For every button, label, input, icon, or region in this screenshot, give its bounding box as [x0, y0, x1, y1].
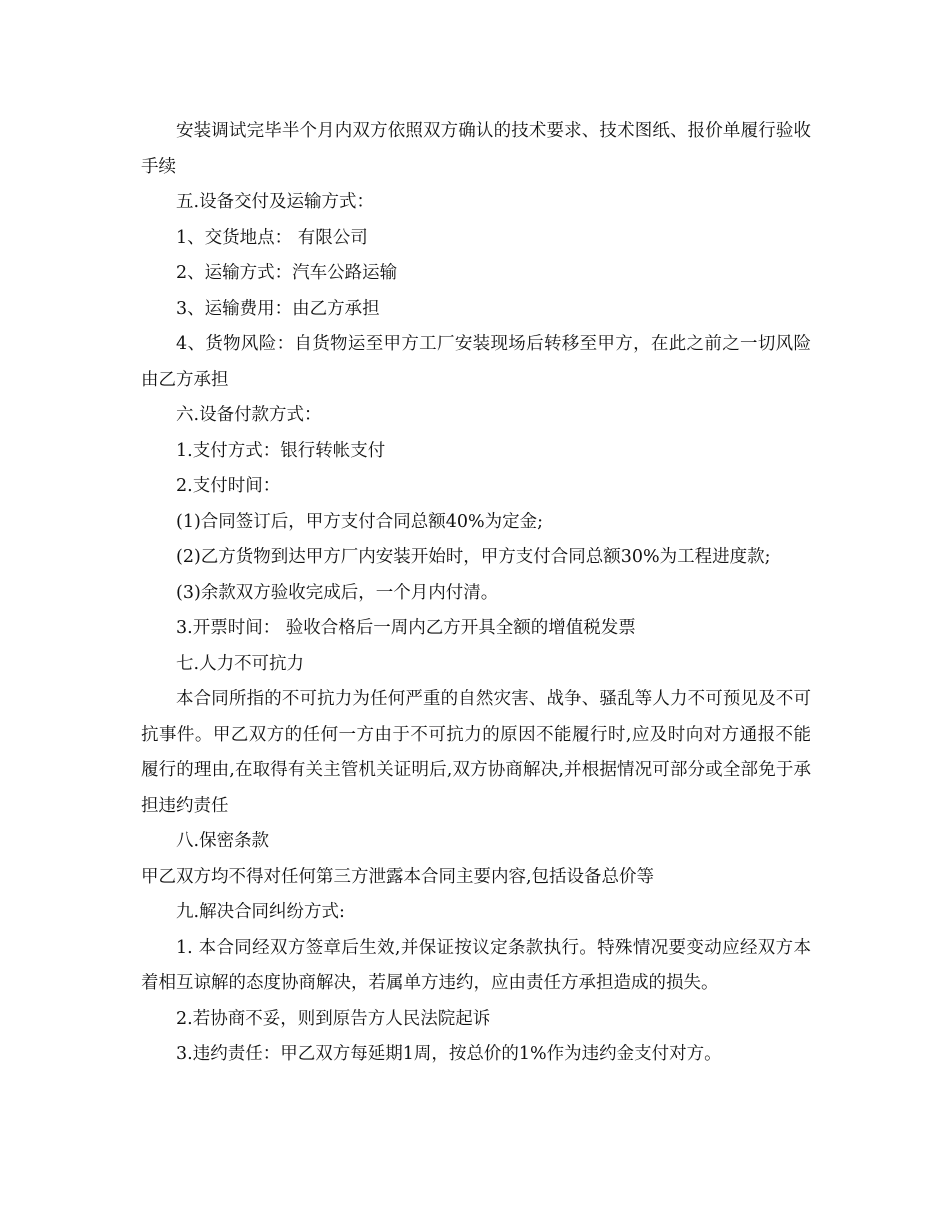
list-item-litigation: 2.若协商不妥，则到原告方人民法院起诉	[176, 1008, 491, 1029]
section-heading-disputes: 九.解决合同纠纷方式:	[176, 902, 345, 922]
list-item-payment-progress: (2)乙方货物到达甲方厂内安装开始时，甲方支付合同总额30%为工程进度款;	[176, 547, 771, 567]
list-item-payment-balance: (3)余款双方验收完成后，一个月内付清。	[176, 582, 499, 603]
list-item-transport-method: 2、运输方式：汽车公路运输	[176, 263, 398, 283]
paragraph-force-majeure: 本合同所指的不可抗力为任何严重的自然灾害、战争、骚乱等人力不可预见及不可抗事件。甲乙双方的任何一方由于不可抗力的原因不能履行时,应及时向对方通报不能履行的理由,在取得有关主管机关证明后,双方协商解决,并根据情况可部分或全部免于承担违约责任	[141, 689, 811, 816]
list-item-transport-cost: 3、运输费用：由乙方承担	[176, 298, 380, 319]
section-heading-force-majeure: 七.人力不可抗力	[176, 653, 305, 674]
list-item-invoice-time: 3.开票时间： 验收合格后一周内乙方开具全额的增值税发票	[176, 618, 636, 638]
list-item-delivery-location: 1、交货地点： 有限公司	[176, 227, 368, 248]
list-item-payment-method: 1.支付方式：银行转帐支付	[176, 440, 386, 461]
list-item-breach-liability: 3.违约责任：甲乙双方每延期1周，按总价的1%作为违约金支付对方。	[176, 1044, 722, 1064]
list-item-payment-deposit: (1)合同签订后，甲方支付合同总额40%为定金;	[176, 511, 544, 532]
paragraph-confidentiality: 甲乙双方均不得对任何第三方泄露本合同主要内容,包括设备总价等	[141, 866, 655, 887]
list-item-payment-time: 2.支付时间：	[176, 476, 281, 496]
section-heading-confidentiality: 八.保密条款	[176, 831, 270, 851]
list-item-contract-effect: 1. 本合同经双方签章后生效,并保证按议定条款执行。特殊情况要变动应经双方本着相互谅解的态度协商解决，若属单方违约，应由责任方承担造成的损失。	[141, 937, 811, 993]
list-item-goods-risk: 4、货物风险：自货物运至甲方工厂安装现场后转移至甲方，在此之前之一切风险由乙方承担	[141, 334, 811, 390]
document-body	[141, 114, 811, 1073]
paragraph-acceptance: 安装调试完毕半个月内双方依照双方确认的技术要求、技术图纸、报价单履行验收手续	[141, 121, 811, 177]
section-heading-delivery: 五.设备交付及运输方式：	[176, 192, 375, 212]
section-heading-payment: 六.设备付款方式：	[176, 405, 322, 425]
